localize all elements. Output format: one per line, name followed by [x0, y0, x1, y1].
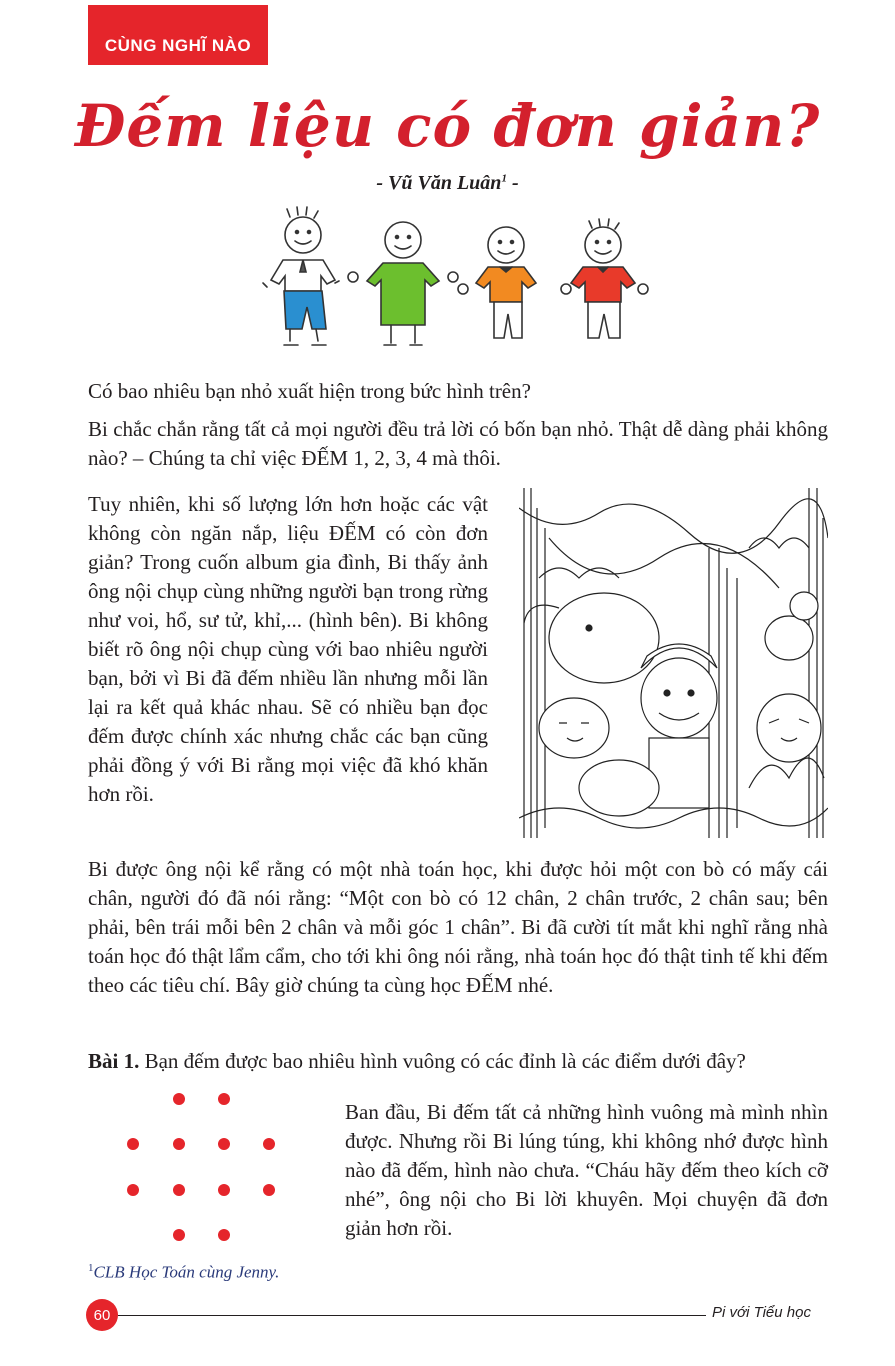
- page-number: 60: [86, 1299, 118, 1331]
- exercise-1-prompt: [88, 1047, 828, 1076]
- dot: [218, 1184, 230, 1196]
- footer-divider: [118, 1315, 706, 1316]
- paragraph-cow-story: Bi được ông nội kể rằng có một nhà toán học, khi được hỏi một con bò có mấy cái chân, người đó đã nói rằng: “Một con bò có 12 chân, 2 chân trước, 2 chân sau; bên phải, bên trái mỗi bên 2 chân và mỗi góc 1 chân”. Bi đã cười tít mắt khi nghĩ rằng nhà toán học đó thật lẩm cẩm, cho tới khi ông nói rằng, nhà toán học đó thật tinh tế khi đếm theo các tiêu chí. Bây giờ chúng ta cùng học ĐẾM nhé.: [88, 857, 828, 997]
- exercise-1-label: Bài 1.: [88, 1049, 140, 1073]
- dot: [173, 1184, 185, 1196]
- dot: [263, 1184, 275, 1196]
- paragraph-question: Có bao nhiêu bạn nhỏ xuất hiện trong bức hình trên?: [88, 379, 531, 403]
- magazine-name: Pi với Tiểu học: [712, 1304, 811, 1321]
- author-footnote-mark: 1: [501, 172, 507, 185]
- article-author: [0, 172, 895, 195]
- author-suffix: -: [506, 172, 519, 194]
- dot: [218, 1138, 230, 1150]
- footnote-text: CLB Học Toán cùng Jenny.: [93, 1262, 280, 1282]
- footnote: [88, 1262, 279, 1283]
- paragraph-intro: Bi chắc chắn rằng tất cả mọi người đều trả lời có bốn bạn nhỏ. Thật dễ dàng phải không nào? – Chúng ta chỉ việc ĐẾM 1, 2, 3, 4 mà thôi.: [88, 417, 828, 470]
- article-title: Đếm liệu có đơn giản?: [74, 92, 821, 160]
- dot: [263, 1138, 275, 1150]
- dot-grid-figure: [120, 1085, 290, 1250]
- dot: [173, 1093, 185, 1105]
- exercise-1-text: Bạn đếm được bao nhiêu hình vuông có các đỉnh là các điểm dưới đây?: [139, 1049, 746, 1073]
- dot: [173, 1138, 185, 1150]
- paragraph-album: Tuy nhiên, khi số lượng lớn hơn hoặc các vật không còn ngăn nắp, liệu ĐẾM có còn đơn giản? Trong cuốn album gia đình, Bi thấy ảnh ông nội chụp cùng những người bạn trong rừng như voi, hổ, sư tử, khỉ,... (hình bên). Bi không biết rõ ông nội chụp cùng với bao nhiêu người bạn, bởi vì Bi đã đếm nhiều lần nhưng mỗi lần lại ra kết quả khác nhau. Sẽ có nhiều bạn đọc đếm được chính xác nhưng chắc các bạn cũng phải đồng ý với Bi rằng mọi việc đã khó khăn hơn rồi.: [88, 492, 488, 806]
- author-name: - Vũ Văn Luân: [376, 172, 502, 194]
- dot: [127, 1138, 139, 1150]
- four-kids-illustration: [248, 205, 668, 350]
- section-tag: CÙNG NGHĨ NÀO: [88, 5, 268, 65]
- dot: [127, 1184, 139, 1196]
- dot: [173, 1229, 185, 1241]
- dot: [218, 1229, 230, 1241]
- paragraph-hint: Ban đầu, Bi đếm tất cả những hình vuông mà mình nhìn được. Nhưng rồi Bi lúng túng, khi không nhớ được hình nào đã đếm, hình nào chưa. “Cháu hãy đếm theo kích cỡ nhé”, ông nội cho Bi lời khuyên. Mọi chuyện đã đơn giản hơn rồi.: [345, 1100, 828, 1240]
- dot: [218, 1093, 230, 1105]
- jungle-illustration: [519, 488, 828, 838]
- footnote-mark: 1: [88, 1262, 94, 1274]
